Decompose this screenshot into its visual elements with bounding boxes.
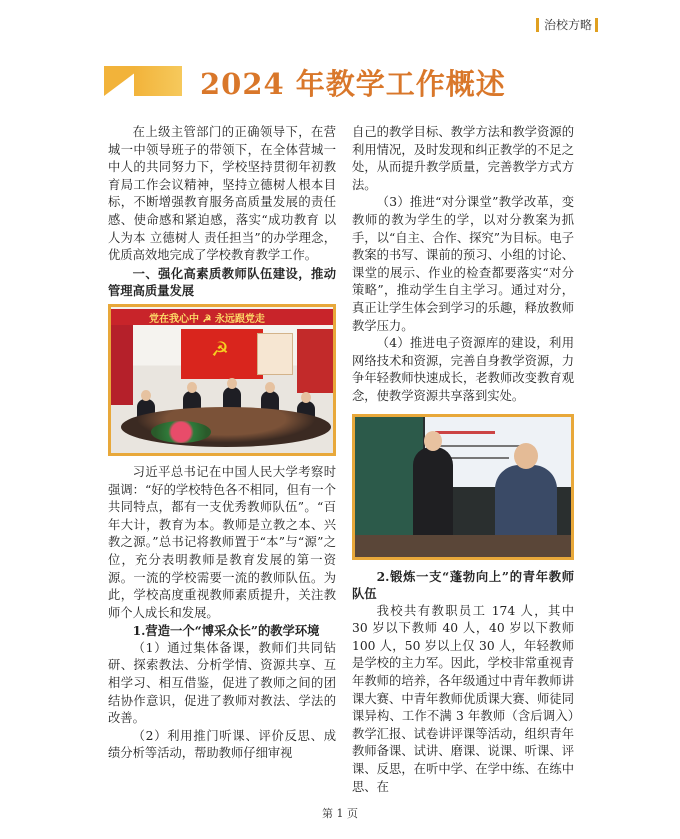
photo-banner: 党在我心中 ☭ 永远跟党走 [111,309,333,325]
paragraph-4: （4）推进电子资源库的建设，利用网络技术和资源，完善自身教学资源，力争年轻教师快速成长，老教师改变教育观念，使教学资源共享落到实处。 [352,336,574,403]
title-decoration [104,66,184,96]
quote-paragraph: 习近平总书记在中国人民大学考察时强调：“好的学校特色各不相同，但有一个共同特点，都有一支优秀教师队伍”。“百年大计，教育为本。教师是立教之本、兴教之源。”总书记将教师置于“本”与“源”之位，充分表明教师是教育发展的第一资源。一流的学校需要一流的教师队伍。为此，学校高度重视教师素质提升，关注教师个人成长和发展。 [108,464,336,620]
photo-decoration [297,329,333,393]
party-flag-icon: ☭ [181,329,263,379]
page-title: 2024 年教学工作概述 [200,67,506,101]
flowers [151,421,211,443]
classroom-photo [352,414,574,560]
section-heading-1: 一、强化高素质教师队伍建设，推动管理高质量发展 [108,265,336,299]
photo-decoration [111,325,133,405]
photo-decoration [257,333,293,375]
paragraph-1: （1）通过集体备课，教师们共同钻研、探索教法、分析学情、资源共享、互相学习、相互借鉴，促进了教师之间的团结协作意识，促进了教师对教法、学法的改善。 [108,640,336,726]
left-column [108,124,336,763]
subheading-2: 2.锻炼一支“蓬勃向上”的青年教师队伍 [352,568,574,602]
right-column [352,124,574,796]
section-tag: 治校方略 [536,18,592,32]
desk [355,535,571,557]
paragraph-2: （2）利用推门听课、评价反思、成绩分析等活动，帮助教师仔细审视 [108,728,336,761]
teacher [413,447,453,543]
paragraph-3: （3）推进“对分课堂”教学改革，变教师的教为学生的学，以对分教案为抓手，以“自主、合作、探究”为目标。电子教案的书写、课前的预习、小组的讨论、课堂的展示、作业的检查都要落实“对分策略”，推动学生自主学习。通过对分，真正让学生体会到学习的乐趣，释放教师教学压力。 [352,195,574,333]
paragraph-5: 我校共有教职员工 174 人，其中 30 岁以下教师 40 人，40 岁以下教师 100 人，50 岁以上仅 30 人，年轻教师是学校的主力军。因此，学校非常重视青年教师的培养，各年级通过中青年教师讲课大赛、中青年教师优质课大赛、师徒同课异构、工作不满 3 年教师（含后调入）教学汇报、试卷讲评课等活动，组织青年教师备课、试讲、磨课、说课、听课、评课、反思，在听中学、在学中练、在练中思、在 [352,603,574,794]
intro-paragraph: 在上级主管部门的正确领导下，在营城一中领导班子的带领下，在全体营城一中人的共同努力下，学校坚持贯彻年初教育局工作会议精神，坚持立德树人根本目标，不断增强教育服务高质量发展的责任感、使命感和紧迫感，落实“成功教育 以人为本 立德树人 责任担当”的办学理念，优质高效地完成了学校教育教学工作。 [108,125,336,263]
meeting-photo [108,304,336,456]
subheading-1: 1.营造一个“博采众长”的教学环境 [132,623,320,639]
paragraph-2-continued: 自己的教学目标、教学方法和教学资源的利用情况，及时发现和纠正教学的不足之处，从而提升教学质量，完善教学方式方法。 [352,125,574,192]
page-number: 第 1 页 [322,807,358,820]
